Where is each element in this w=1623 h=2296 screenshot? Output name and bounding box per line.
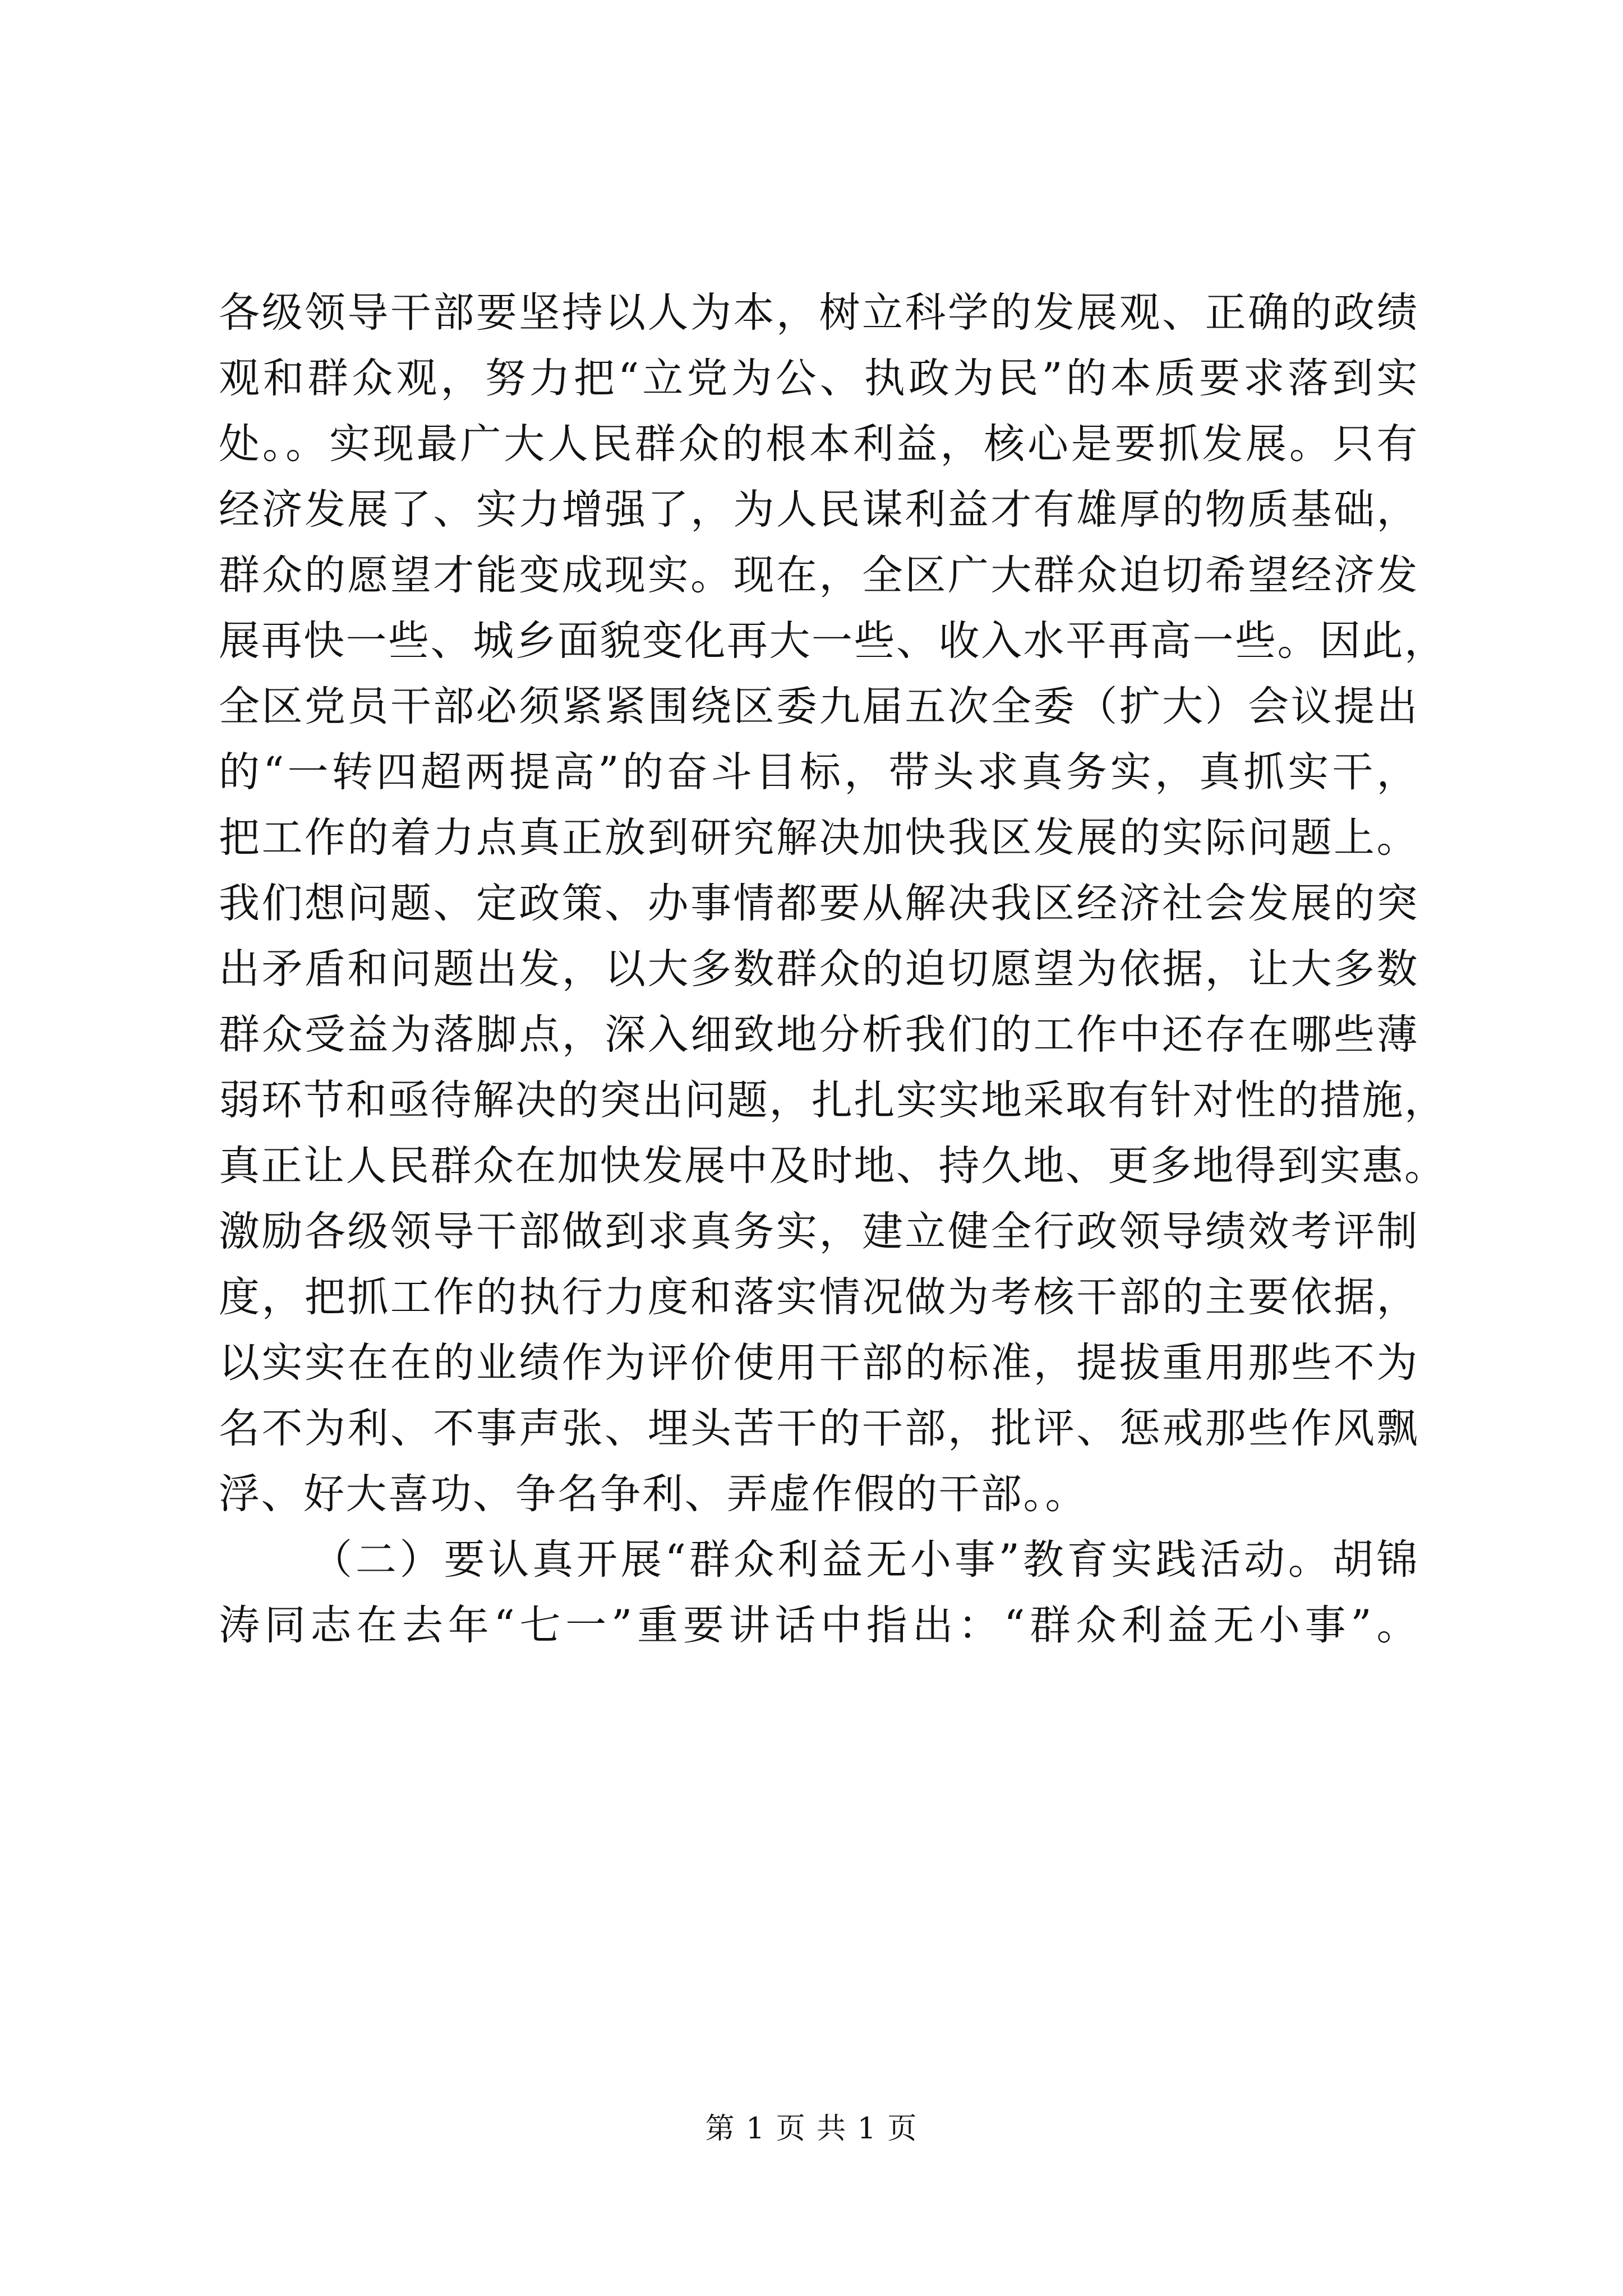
- text-line-14: 真正让人民群众在加快发展中及时地、持久地、更多地得到实惠。: [219, 1142, 1447, 1190]
- text-line-18: 名不为利、不事声张、埋头苦干的干部，批评、惩戒那些作风飘: [219, 1405, 1419, 1452]
- text-line-13: 弱环节和亟待解决的突出问题，扎扎实实地采取有针对性的措施，: [219, 1076, 1447, 1124]
- page-footer: 第 1 页 共 1 页: [705, 2112, 918, 2146]
- text-line-5: 群众的愿望才能变成现实。现在，全区广大群众迫切希望经济发: [219, 551, 1419, 599]
- text-line-9: 把工作的着力点真正放到研究解决加快我区发展的实际问题上。: [219, 814, 1419, 862]
- text-line-16: 度，把抓工作的执行力度和落实情况做为考核干部的主要依据，: [219, 1273, 1419, 1321]
- text-line-6: 展再快一些、城乡面貌变化再大一些、收入水平再高一些。因此，: [219, 617, 1447, 665]
- text-line-8: 的“一转四超两提高”的奋斗目标，带头求真务实，真抓实干，: [219, 748, 1419, 796]
- text-line-10: 我们想问题、定政策、办事情都要从解决我区经济社会发展的突: [219, 880, 1419, 927]
- text-line-12: 群众受益为落脚点，深入细致地分析我们的工作中还存在哪些薄: [219, 1011, 1419, 1059]
- body-text: [219, 285, 1447, 1663]
- text-line-2: 观和群众观，努力把“立党为公、执政为民”的本质要求落到实: [219, 355, 1419, 402]
- text-line-3: 处。。实现最广大人民群众的根本利益，核心是要抓发展。只有: [219, 420, 1419, 468]
- text-line-1: 各级领导干部要坚持以人为本，树立科学的发展观、正确的政绩: [219, 289, 1419, 337]
- text-line-7: 全区党员干部必须紧紧围绕区委九届五次全委（扩大）会议提出: [219, 683, 1419, 730]
- text-line-17: 以实实在在的业绩作为评价使用干部的标准，提拔重用那些不为: [219, 1339, 1419, 1387]
- text-line-19: 浮、好大喜功、争名争利、弄虚作假的干部。。: [219, 1470, 1087, 1518]
- text-line-20: （二）要认真开展“群众利益无小事”教育实践活动。胡锦: [311, 1536, 1419, 1584]
- text-line-4: 经济发展了、实力增强了，为人民谋利益才有雄厚的物质基础，: [219, 486, 1419, 533]
- text-line-21: 涛同志在去年“七一”重要讲话中指出：“群众利益无小事”。: [219, 1602, 1419, 1649]
- text-line-15: 激励各级领导干部做到求真务实，建立健全行政领导绩效考评制: [219, 1208, 1419, 1255]
- text-line-11: 出矛盾和问题出发，以大多数群众的迫切愿望为依据，让大多数: [219, 945, 1419, 993]
